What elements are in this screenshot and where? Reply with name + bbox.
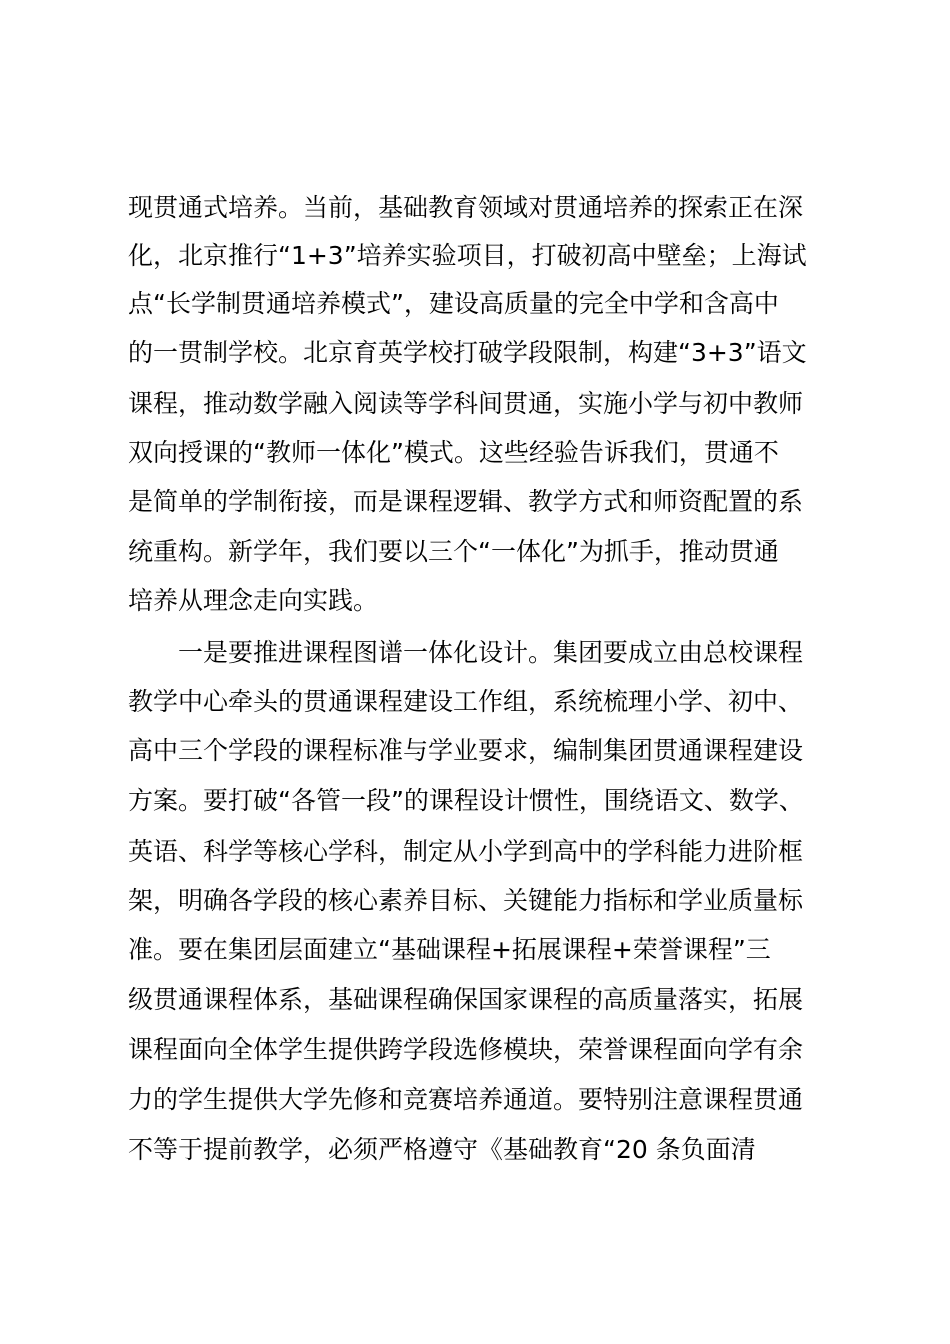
text-line: 力的学生提供大学先修和竞赛培养通道。要特别注意课程贯通 — [128, 1085, 804, 1114]
text-line: 不等于提前教学，必须严格遵守《基础教育“20 条负面清 — [128, 1135, 756, 1164]
text-line: 高中三个学段的课程标准与学业要求，编制集团贯通课程建设 — [128, 736, 804, 765]
text-line: 统重构。新学年，我们要以三个“一体化”为抓手，推动贯通 — [128, 537, 779, 566]
text-line: 架，明确各学段的核心素养目标、关键能力指标和学业质量标 — [128, 886, 804, 915]
text-line: 英语、科学等核心学科，制定从小学到高中的学科能力进阶框 — [128, 837, 804, 866]
text-line: 双向授课的“教师一体化”模式。这些经验告诉我们，贯通不 — [128, 438, 779, 467]
text-line: 点“长学制贯通培养模式”，建设高质量的完全中学和含高中 — [128, 289, 779, 318]
text-line: 是简单的学制衔接，而是课程逻辑、教学方式和师资配置的系 — [128, 487, 804, 516]
text-line: 现贯通式培养。当前，基础教育领域对贯通培养的探索正在深 — [128, 193, 804, 222]
text-line: 一是要推进课程图谱一体化设计。集团要成立由总校课程 — [178, 638, 804, 667]
text-line: 方案。要打破“各管一段”的课程设计惯性，围绕语文、数学、 — [128, 786, 804, 815]
text-line: 教学中心牵头的贯通课程建设工作组，系统梳理小学、初中、 — [128, 687, 804, 716]
text-line: 课程面向全体学生提供跨学段选修模块，荣誉课程面向学有余 — [128, 1035, 804, 1064]
text-line: 培养从理念走向实践。 — [128, 586, 379, 615]
text-line: 化，北京推行“1+3”培养实验项目，打破初高中壁垒；上海试 — [128, 241, 807, 270]
text-line: 课程，推动数学融入阅读等学科间贯通，实施小学与初中教师 — [128, 389, 804, 418]
text-line: 准。要在集团层面建立“基础课程+拓展课程+荣誉课程”三 — [128, 935, 771, 964]
text-line: 的一贯制学校。北京育英学校打破学段限制，构建“3+3”语文 — [128, 338, 807, 367]
text-line: 级贯通课程体系，基础课程确保国家课程的高质量落实，拓展 — [128, 985, 804, 1014]
